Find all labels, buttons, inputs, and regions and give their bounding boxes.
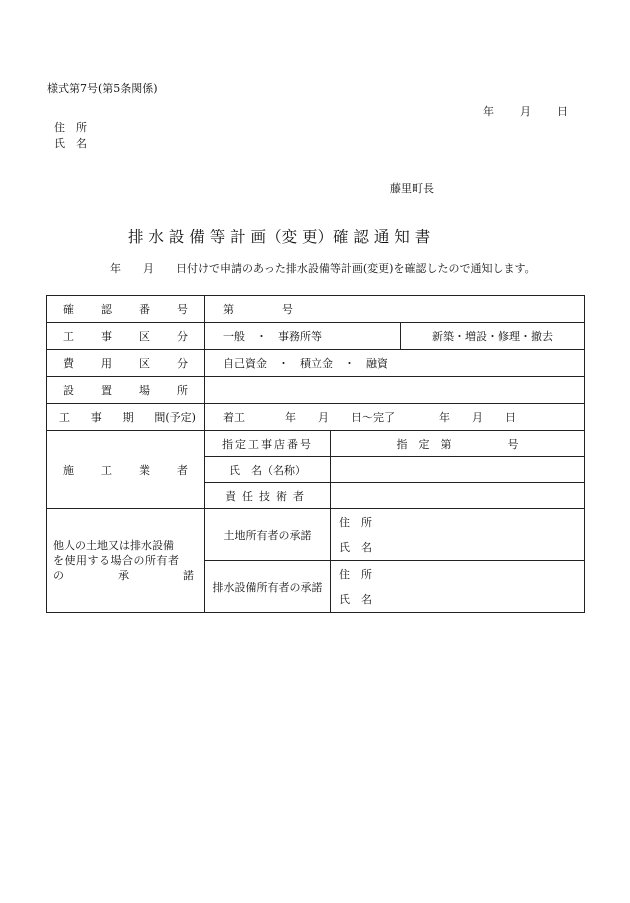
notice-text: 年 月 日付けで申請のあった排水設備等計画(変更)を確認したので通知します。 xyxy=(110,262,536,275)
install-place-field[interactable] xyxy=(205,377,585,404)
date-year: 年 xyxy=(483,105,494,118)
issue-date xyxy=(483,103,568,119)
label-work-period: 工 事 期 間(予定) xyxy=(59,411,196,424)
label-install-place: 設 置 場 所 xyxy=(63,384,188,397)
issuer-name: 藤里町長 xyxy=(390,182,434,195)
row-contractor-number xyxy=(47,431,585,457)
facility-owner-address[interactable]: 住 所 xyxy=(331,561,585,587)
row-work-class xyxy=(47,323,585,350)
contractor-name-field[interactable] xyxy=(331,457,585,483)
document-title: 排 水 設 備 等 計 画（変 更）確 認 通 知 書 xyxy=(128,228,431,246)
label-designated-shop-number: 指定工事店番号 xyxy=(205,431,331,457)
designated-shop-number-value[interactable]: 指 定 第 号 xyxy=(331,431,585,457)
chief-engineer-field[interactable] xyxy=(331,483,585,509)
label-contractor: 施 工 業 者 xyxy=(63,463,188,477)
row-confirm-number xyxy=(47,296,585,323)
form-number: 様式第7号(第5条関係) xyxy=(47,82,158,95)
label-work-class: 工 事 区 分 xyxy=(63,330,188,343)
date-day: 日 xyxy=(557,105,568,118)
row-land-owner-address xyxy=(47,509,585,535)
recipient-address-label: 住 所 xyxy=(54,121,87,134)
label-land-owner-consent: 土地所有者の承諾 xyxy=(205,509,331,561)
confirmation-form-table xyxy=(46,295,585,613)
row-install-place xyxy=(47,377,585,404)
cost-class-value[interactable]: 自己資金 ・ 積立金 ・ 融資 xyxy=(205,350,585,377)
confirm-number-value[interactable]: 第 号 xyxy=(205,296,585,323)
label-chief-engineer: 責任技術者 xyxy=(205,483,331,509)
facility-owner-name[interactable]: 氏 名 xyxy=(331,587,585,613)
label-facility-owner-consent: 排水設備所有者の承諾 xyxy=(205,561,331,613)
land-owner-name[interactable]: 氏 名 xyxy=(331,535,585,561)
label-cost-class: 費 用 区 分 xyxy=(63,357,188,370)
label-consent: 他人の土地又は排水設備 を使用する場合の所有者 の 承 諾 xyxy=(47,509,205,613)
land-owner-address[interactable]: 住 所 xyxy=(331,509,585,535)
work-period-value[interactable]: 着工 年 月 日〜完了 年 月 日 xyxy=(205,404,585,431)
work-class-kind[interactable]: 新築・増設・修理・撤去 xyxy=(401,323,585,350)
row-work-period xyxy=(47,404,585,431)
date-month: 月 xyxy=(520,105,531,118)
label-confirm-number: 確 認 番 号 xyxy=(63,303,188,316)
recipient-name-label: 氏 名 xyxy=(54,137,87,150)
row-cost-class xyxy=(47,350,585,377)
work-class-type[interactable]: 一般 ・ 事務所等 xyxy=(205,323,401,350)
label-contractor-name: 氏 名（名称） xyxy=(205,457,331,483)
